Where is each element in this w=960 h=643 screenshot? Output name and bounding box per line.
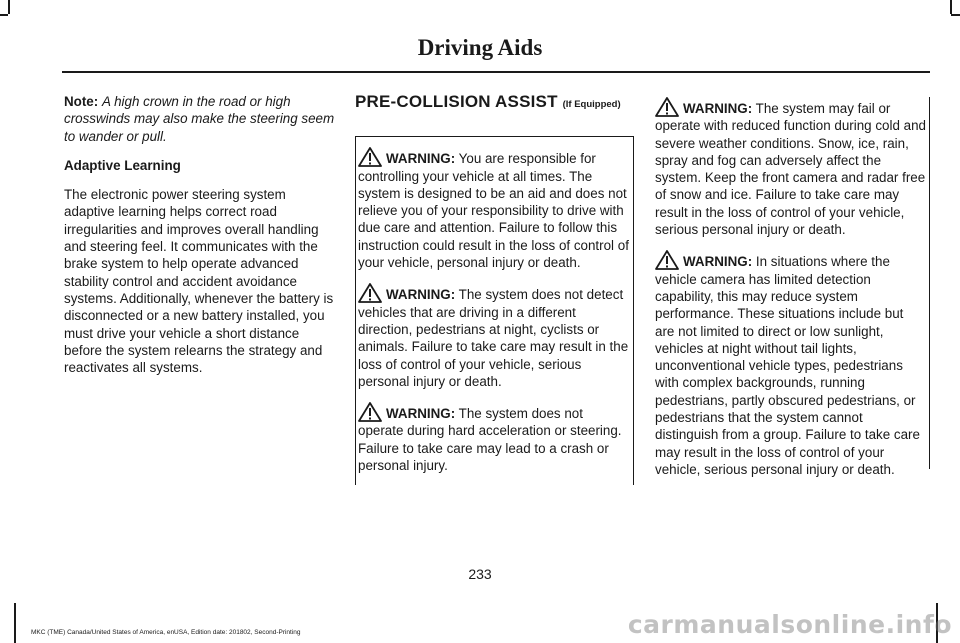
- page-number: 233: [468, 566, 492, 582]
- note-text: A high crown in the road or high crosswinds may also make the steering seem to wander or pull.: [64, 94, 335, 144]
- warning-text: The system does not detect vehicles that are driving in a different direction, pedestrians at night, cyclists or animals. Failure to take care may result in the loss of control of your vehicle, serious personal injury or death.: [358, 287, 629, 389]
- warning-label: WARNING:: [683, 101, 753, 116]
- warning-label: WARNING:: [386, 151, 456, 167]
- section-title-text: PRE-COLLISION ASSIST: [355, 92, 558, 111]
- warning-paragraph: [655, 97, 926, 238]
- section-qualifier: (If Equipped): [562, 99, 621, 110]
- warning-paragraph: [655, 250, 926, 478]
- footer-edition-info: MKC (TME) Canada/United States of America, enUSA, Edition date: 201802, Second-Printing: [31, 629, 301, 636]
- right-column: [655, 97, 930, 477]
- warning-label: WARNING:: [386, 406, 456, 422]
- warning-label: WARNING:: [683, 254, 753, 270]
- section-title: [355, 93, 634, 113]
- warning-paragraph: [358, 147, 631, 271]
- middle-column: [355, 93, 634, 485]
- crop-mark: [0, 14, 8, 16]
- header-rule: [62, 71, 930, 73]
- warning-box: [655, 97, 930, 477]
- crop-mark: [14, 603, 16, 643]
- warning-label: WARNING:: [386, 287, 456, 303]
- warning-text: The system does not operate during hard acceleration or steering. Failure to take care may lead to a crash or personal injury.: [358, 406, 622, 474]
- warning-paragraph: [358, 402, 631, 474]
- warning-text: You are responsible for controlling your vehicle at all times. The system is designed to be an aid and does not relieve you of your responsibility to drive with due care and attention. Failure to follow this instruction could result in the loss of control of your vehicle, personal injury or death.: [358, 151, 629, 271]
- warning-text: The system may fail or operate with reduced function during cold and severe weather conditions. Snow, ice, rain, spray and fog can adversely affect the system. Keep the front camera and radar free of snow and ice. Failure to take care may result in the loss of control of your vehicle, serious personal injury or death.: [655, 101, 926, 238]
- warning-box: [355, 136, 634, 485]
- warning-text: In situations where the vehicle camera has limited detection capability, this may reduce system performance. These situations include but are not limited to direct or low sunlight, vehicles at night without tail lights, unconventional vehicle types, pedestrians with complex backgrounds, running pedestrians, partly obscured pedestrians, or pedestrians that the system cannot distinguish from a group. Failure to take care may result in the loss of control of your vehicle, serious personal injury or death.: [655, 254, 920, 477]
- body-paragraph: The electronic power steering system adaptive learning helps correct road irregularities and improves overall handling and steering feel. It communicates with the brake system to help operate advanced stability control and accident avoidance systems. Additionally, whenever the battery is disconnected or a new battery installed, you must drive your vehicle a short distance before the system relearns the strategy and reactivates all systems.: [64, 187, 334, 376]
- left-column: [64, 93, 336, 388]
- crop-mark: [951, 14, 960, 16]
- page-header-title: Driving Aids: [417, 35, 543, 60]
- crop-mark: [8, 0, 10, 14]
- warning-triangle-icon: [358, 147, 382, 167]
- warning-triangle-icon: [358, 283, 382, 303]
- warning-triangle-icon: [358, 402, 382, 422]
- warning-triangle-icon: [655, 97, 679, 117]
- crop-mark: [950, 0, 952, 14]
- warning-paragraph: [358, 283, 631, 390]
- note-label: Note:: [64, 94, 99, 109]
- section-heading: Adaptive Learning: [64, 157, 181, 173]
- note-paragraph: [64, 93, 336, 145]
- watermark: carmanualsonline.info: [627, 610, 952, 639]
- warning-triangle-icon: [655, 250, 679, 270]
